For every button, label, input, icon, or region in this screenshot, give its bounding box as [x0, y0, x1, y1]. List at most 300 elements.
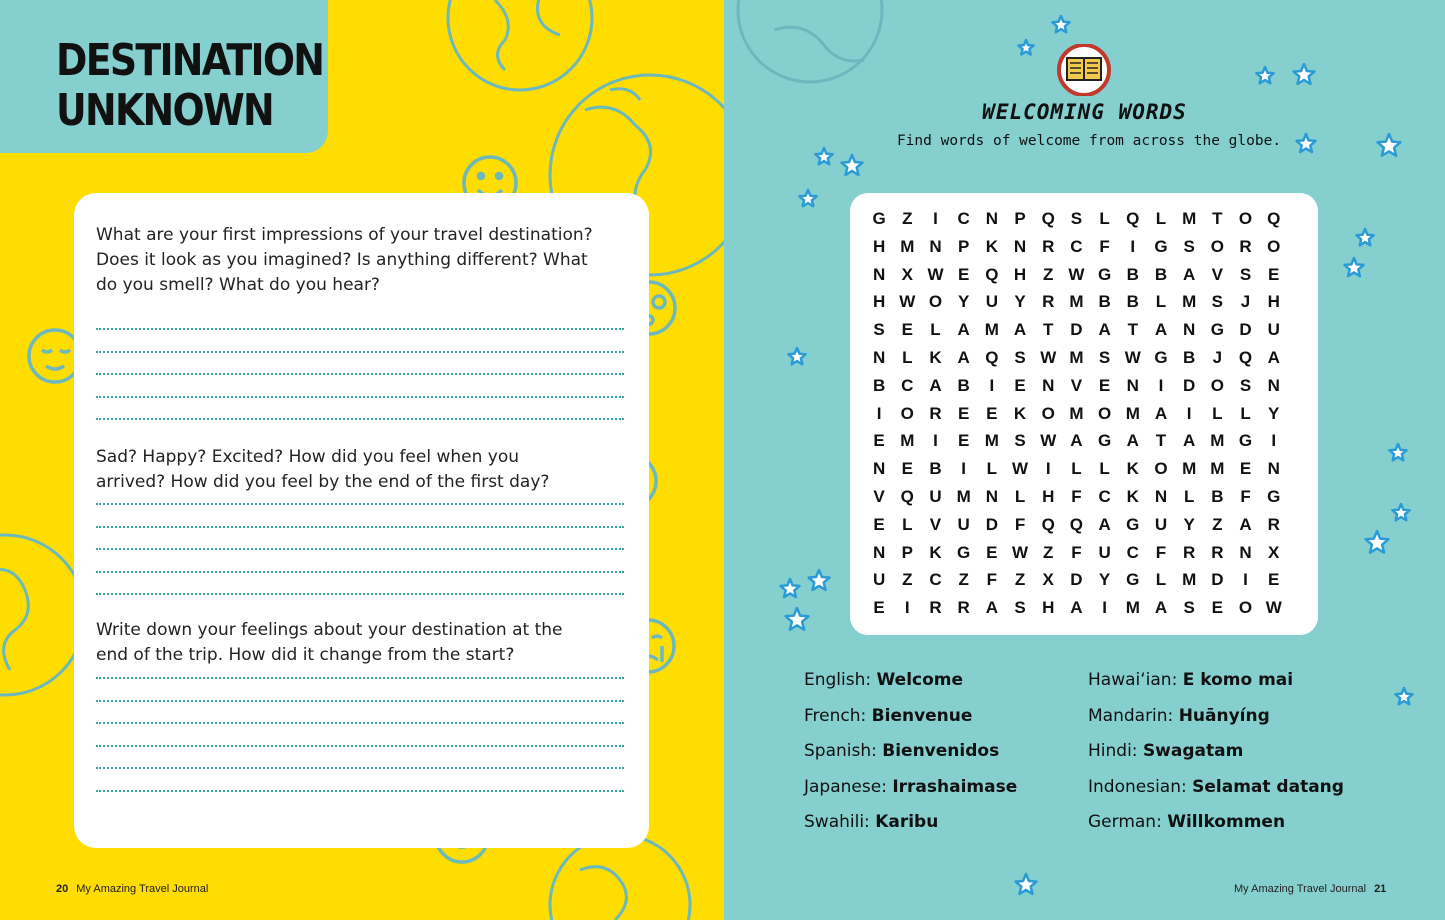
grid-cell[interactable]: I — [1271, 431, 1277, 451]
grid-cell[interactable]: C — [1126, 542, 1139, 562]
language-label: Spanish: — [804, 741, 883, 762]
grid-cell[interactable]: R — [1239, 236, 1252, 256]
footer-text: My Amazing Travel Journal — [76, 883, 209, 895]
star-icon — [788, 348, 805, 364]
grid-cell[interactable]: I — [989, 375, 995, 395]
grid-cell[interactable]: U — [1154, 514, 1168, 534]
welcome-word: Irrashaimase — [892, 776, 1018, 797]
grid-cell[interactable]: N — [1267, 459, 1280, 479]
word-list-item — [804, 773, 1017, 809]
grid-cell[interactable]: C — [929, 570, 942, 590]
grid-cell[interactable]: A — [1013, 320, 1027, 340]
grid-cell[interactable]: C — [1098, 486, 1111, 506]
grid-cell[interactable]: Y — [1268, 403, 1280, 423]
grid-cell[interactable]: R — [1267, 514, 1280, 534]
welcome-word: Willkommen — [1167, 812, 1286, 833]
grid-cell[interactable]: B — [1211, 486, 1224, 506]
grid-cell[interactable]: N — [929, 236, 942, 256]
star-icon — [799, 190, 816, 206]
grid-cell[interactable]: Q — [1041, 514, 1055, 534]
grid-cell[interactable]: R — [957, 598, 970, 618]
globe-icon — [0, 535, 85, 695]
grid-cell[interactable]: G — [1210, 320, 1224, 340]
language-label: Hawaiʻian: — [1088, 670, 1183, 690]
grid-cell[interactable]: G — [1154, 347, 1168, 367]
grid-cell[interactable]: N — [1042, 375, 1055, 395]
star-icon — [815, 148, 832, 164]
grid-cell[interactable]: K — [929, 347, 942, 367]
grid-cell[interactable]: I — [1130, 236, 1136, 256]
grid-cell[interactable]: I — [1186, 403, 1192, 423]
grid-cell[interactable]: E — [986, 542, 998, 562]
globe-icon — [448, 0, 592, 90]
grid-cell[interactable]: E — [901, 459, 913, 479]
grid-cell[interactable]: Q — [985, 264, 999, 284]
grid-cell[interactable]: I — [876, 403, 882, 423]
grid-cell[interactable]: Z — [1212, 514, 1223, 534]
grid-cell[interactable]: Q — [985, 347, 999, 367]
star-icon — [1356, 229, 1373, 245]
grid-cell[interactable]: E — [1211, 598, 1224, 618]
grid-cell[interactable]: I — [1102, 598, 1107, 618]
grid-cell[interactable]: K — [1126, 486, 1139, 506]
star-icon — [1366, 531, 1389, 553]
grid-cell[interactable]: M — [956, 486, 971, 506]
grid-cell[interactable]: U — [1098, 542, 1111, 562]
grid-cell[interactable]: Y — [957, 292, 970, 312]
grid-cell[interactable]: H — [872, 236, 886, 256]
grid-cell[interactable]: F — [1240, 486, 1251, 506]
grid-cell[interactable]: G — [957, 542, 971, 562]
grid-cell[interactable]: D — [1239, 320, 1252, 340]
grid-cell[interactable]: A — [985, 598, 998, 618]
grid-cell[interactable]: M — [984, 431, 999, 451]
grid-cell[interactable]: B — [872, 375, 886, 395]
grid-cell[interactable]: Z — [902, 570, 913, 590]
word-list-item — [1088, 666, 1344, 702]
welcome-word: E komo mai — [1182, 670, 1294, 690]
grid-cell[interactable]: O — [1210, 236, 1224, 256]
grid-cell[interactable]: D — [985, 514, 998, 534]
grid-cell[interactable]: W — [927, 264, 944, 284]
grid-cell[interactable]: A — [1126, 431, 1139, 451]
word-search-card — [850, 193, 1318, 635]
grid-cell[interactable]: I — [1158, 375, 1164, 395]
grid-cell[interactable]: I — [904, 598, 910, 618]
grid-cell[interactable]: B — [1126, 292, 1139, 312]
grid-cell[interactable]: A — [1154, 598, 1168, 618]
grid-cell[interactable]: M — [1210, 459, 1225, 479]
welcome-word: Bienvenidos — [882, 741, 1000, 762]
grid-cell[interactable]: S — [873, 320, 885, 340]
welcome-word: Welcome — [876, 670, 964, 690]
word-list-item — [804, 737, 1017, 773]
grid-cell[interactable]: A — [1267, 347, 1280, 367]
grid-cell[interactable]: L — [1071, 459, 1082, 479]
grid-cell[interactable]: U — [957, 514, 970, 534]
grid-cell[interactable]: S — [1239, 375, 1252, 395]
grid-cell[interactable]: A — [1098, 514, 1111, 534]
grid-cell[interactable]: I — [933, 209, 938, 228]
grid-cell[interactable]: O — [1097, 403, 1112, 423]
grid-cell[interactable]: L — [930, 320, 941, 340]
grid-cell[interactable]: G — [1267, 486, 1281, 506]
journal-card — [74, 193, 649, 848]
grid-cell[interactable]: V — [1070, 375, 1083, 395]
grid-cell[interactable]: G — [1097, 264, 1112, 284]
grid-cell[interactable]: S — [1211, 292, 1224, 312]
grid-cell[interactable]: Z — [1043, 264, 1054, 284]
grid-cell[interactable]: J — [1212, 347, 1223, 367]
grid-cell[interactable]: V — [1211, 264, 1224, 284]
grid-cell[interactable]: H — [1013, 264, 1027, 284]
language-label: Indonesian: — [1088, 776, 1193, 797]
grid-cell[interactable]: X — [901, 264, 913, 284]
grid-cell[interactable]: L — [1240, 403, 1251, 423]
grid-cell[interactable]: A — [957, 320, 970, 340]
book-icon — [1055, 44, 1113, 96]
grid-cell[interactable]: M — [1069, 347, 1084, 367]
question-3: Write down your feelings about your destination at the end of the trip. How did it change from the start? — [96, 620, 563, 665]
welcome-word: Swagatam — [1142, 741, 1244, 762]
grid-cell[interactable]: D — [1070, 320, 1083, 340]
grid-cell[interactable]: W — [1012, 459, 1029, 479]
grid-cell[interactable]: Q — [1238, 347, 1253, 367]
grid-cell[interactable]: N — [872, 459, 886, 479]
grid-cell[interactable]: N — [1267, 375, 1280, 395]
grid-cell[interactable]: W — [1068, 264, 1085, 284]
grid-cell[interactable]: N — [1239, 542, 1252, 562]
grid-cell[interactable]: L — [986, 459, 998, 479]
grid-cell[interactable]: L — [902, 347, 913, 367]
star-icon — [1345, 258, 1364, 276]
grid-cell[interactable]: U — [872, 570, 886, 590]
grid-cell[interactable]: Q — [1126, 209, 1140, 228]
grid-cell[interactable]: N — [985, 209, 998, 228]
grid-cell[interactable]: G — [872, 209, 886, 228]
grid-cell[interactable]: W — [1012, 542, 1029, 562]
grid-cell[interactable]: A — [1070, 431, 1083, 451]
grid-cell[interactable]: E — [957, 264, 970, 284]
grid-cell[interactable]: O — [928, 292, 943, 312]
grid-cell[interactable]: I — [961, 459, 967, 479]
grid-cell[interactable]: L — [1155, 570, 1167, 590]
title-line-2: UNKNOWN — [56, 85, 273, 136]
grid-cell[interactable]: N — [1126, 375, 1139, 395]
grid-cell[interactable]: S — [1183, 598, 1195, 618]
star-icon — [1395, 688, 1412, 704]
grid-cell[interactable]: R — [1042, 236, 1055, 256]
grid-cell[interactable]: M — [984, 320, 999, 340]
welcome-word: Huānyíng — [1178, 705, 1270, 726]
word-list-left — [804, 666, 1017, 844]
grid-cell[interactable]: M — [1069, 292, 1084, 312]
star-icon — [1294, 64, 1315, 84]
grid-cell[interactable]: E — [901, 320, 913, 340]
grid-cell[interactable]: A — [1070, 598, 1083, 618]
grid-cell[interactable]: A — [1098, 320, 1111, 340]
word-list-item — [1088, 737, 1344, 773]
grid-cell[interactable]: A — [929, 375, 942, 395]
grid-cell[interactable]: Z — [1014, 570, 1026, 590]
grid-cell[interactable]: O — [1267, 236, 1281, 256]
grid-cell[interactable]: G — [1154, 236, 1168, 256]
grid-cell[interactable]: M — [900, 431, 915, 451]
grid-cell[interactable]: K — [1126, 459, 1139, 479]
grid-cell[interactable]: M — [1182, 459, 1197, 479]
word-search-grid[interactable] — [865, 205, 1288, 622]
grid-cell[interactable]: E — [957, 431, 970, 451]
grid-cell[interactable]: D — [1070, 570, 1083, 590]
grid-cell[interactable]: E — [873, 431, 885, 451]
grid-cell[interactable]: W — [1040, 431, 1057, 451]
grid-cell[interactable]: R — [1211, 542, 1224, 562]
star-icon — [1018, 40, 1033, 55]
star-icon — [842, 155, 863, 175]
grid-cell[interactable]: S — [1014, 431, 1026, 451]
grid-cell[interactable]: A — [1154, 320, 1168, 340]
language-label: Mandarin: — [1088, 705, 1179, 726]
grid-cell[interactable]: Q — [1041, 209, 1055, 228]
language-label: English: — [804, 670, 877, 690]
grid-cell[interactable]: G — [1097, 431, 1112, 451]
grid-cell[interactable]: O — [1238, 209, 1253, 228]
grid-cell[interactable]: O — [1238, 598, 1253, 618]
grid-cell[interactable]: H — [1042, 486, 1055, 506]
grid-cell[interactable]: M — [1125, 403, 1140, 423]
grid-cell[interactable]: K — [929, 542, 942, 562]
grid-cell[interactable]: M — [900, 236, 915, 256]
question-2: Sad? Happy? Excited? How did you feel when you arrived? How did you feel by the end of the first day? — [96, 447, 550, 492]
grid-cell[interactable]: U — [929, 486, 942, 506]
language-label: German: — [1088, 812, 1168, 833]
grid-cell[interactable]: L — [1155, 292, 1167, 312]
grid-cell[interactable]: K — [985, 236, 998, 256]
grid-cell[interactable]: W — [899, 292, 916, 312]
grid-cell[interactable]: I — [1243, 570, 1248, 590]
grid-cell[interactable]: A — [1183, 264, 1196, 284]
star-icon — [781, 579, 800, 597]
grid-cell[interactable]: G — [1126, 570, 1140, 590]
grid-cell[interactable]: F — [1099, 236, 1110, 256]
grid-cell[interactable]: M — [1210, 431, 1225, 451]
grid-cell[interactable]: B — [929, 459, 942, 479]
grid-cell[interactable]: L — [1014, 486, 1026, 506]
grid-cell[interactable]: F — [1155, 542, 1167, 562]
grid-cell[interactable]: Q — [900, 486, 914, 506]
grid-cell[interactable]: M — [1182, 570, 1197, 590]
grid-cell[interactable]: F — [1071, 542, 1082, 562]
grid-cell[interactable]: E — [986, 403, 998, 423]
grid-cell[interactable]: H — [872, 292, 886, 312]
grid-cell[interactable]: Y — [1183, 514, 1195, 534]
grid-cell[interactable]: F — [986, 570, 998, 590]
grid-cell[interactable]: T — [1212, 209, 1223, 228]
grid-cell[interactable]: O — [900, 403, 914, 423]
grid-cell[interactable]: A — [1183, 431, 1196, 451]
grid-cell[interactable]: Z — [958, 570, 969, 590]
writing-lines-2[interactable] — [96, 503, 624, 616]
grid-cell[interactable]: R — [1042, 292, 1055, 312]
word-list-right — [1088, 666, 1344, 844]
grid-cell[interactable]: U — [985, 292, 998, 312]
grid-cell[interactable]: P — [1014, 209, 1026, 228]
grid-cell[interactable]: X — [1268, 542, 1280, 562]
right-footer — [1234, 883, 1394, 895]
grid-cell[interactable]: F — [1014, 514, 1026, 534]
grid-cell[interactable]: A — [957, 347, 970, 367]
language-label: Hindi: — [1088, 741, 1143, 762]
grid-cell[interactable]: T — [1155, 431, 1167, 451]
grid-cell[interactable]: Q — [1267, 209, 1281, 228]
grid-cell[interactable]: N — [1183, 320, 1196, 340]
word-list-item — [804, 666, 1017, 702]
grid-cell[interactable]: S — [1239, 264, 1252, 284]
grid-cell[interactable]: S — [1098, 347, 1111, 367]
grid-cell[interactable]: M — [1182, 209, 1197, 228]
grid-cell[interactable]: M — [1182, 292, 1197, 312]
grid-cell[interactable]: Y — [1014, 292, 1026, 312]
title-tab — [0, 0, 328, 153]
grid-cell[interactable]: I — [933, 431, 938, 451]
welcome-word: Selamat datang — [1192, 776, 1344, 797]
grid-cell[interactable]: J — [1240, 292, 1251, 312]
grid-cell[interactable]: C — [1070, 236, 1083, 256]
star-icon — [1052, 16, 1069, 32]
grid-cell[interactable]: Q — [1069, 514, 1084, 534]
grid-cell[interactable]: P — [901, 542, 913, 562]
grid-cell[interactable]: B — [1154, 264, 1168, 284]
grid-cell[interactable]: I — [1045, 459, 1051, 479]
grid-cell[interactable]: N — [985, 486, 998, 506]
star-icon — [1392, 504, 1409, 520]
language-label: French: — [804, 705, 872, 726]
welcome-word: Karibu — [875, 812, 939, 833]
grid-cell[interactable]: B — [1126, 264, 1139, 284]
grid-cell[interactable]: D — [1211, 570, 1224, 590]
grid-cell[interactable]: L — [1212, 403, 1223, 423]
star-icon — [786, 608, 809, 630]
grid-cell[interactable]: Z — [1043, 542, 1054, 562]
grid-cell[interactable]: R — [929, 403, 942, 423]
page-number: 21 — [1374, 883, 1387, 895]
grid-cell[interactable]: L — [902, 514, 913, 534]
grid-cell[interactable]: O — [1041, 403, 1055, 423]
grid-cell[interactable]: Z — [902, 209, 913, 228]
grid-cell[interactable]: O — [1154, 459, 1168, 479]
left-footer — [56, 883, 208, 895]
grid-cell[interactable]: A — [1154, 403, 1168, 423]
grid-cell[interactable]: K — [1013, 403, 1027, 423]
grid-cell[interactable]: E — [1098, 375, 1111, 395]
word-list-item — [804, 702, 1017, 738]
grid-cell[interactable]: N — [872, 264, 886, 284]
grid-cell[interactable]: H — [1267, 292, 1280, 312]
grid-cell[interactable]: E — [1239, 459, 1252, 479]
title-line-1: DESTINATION — [56, 35, 324, 86]
grid-cell[interactable]: N — [1013, 236, 1027, 256]
grid-cell[interactable]: E — [873, 514, 885, 534]
grid-cell[interactable]: C — [957, 209, 970, 228]
grid-cell[interactable]: S — [1070, 209, 1083, 228]
grid-cell[interactable]: V — [929, 514, 942, 534]
grid-cell[interactable]: L — [1183, 486, 1195, 506]
question-1: What are your first impressions of your travel destination? Does it look as you imagined? Is anything different? What do you smell? What do you hear? — [96, 225, 593, 295]
grid-cell[interactable]: E — [1268, 264, 1280, 284]
grid-cell[interactable]: A — [1239, 514, 1252, 534]
grid-cell[interactable]: S — [1183, 236, 1195, 256]
grid-cell[interactable]: B — [1098, 292, 1111, 312]
grid-cell[interactable]: P — [957, 236, 970, 256]
grid-cell[interactable]: D — [1183, 375, 1196, 395]
grid-cell[interactable]: W — [1124, 347, 1141, 367]
grid-cell[interactable]: G — [1126, 514, 1140, 534]
footer-text: My Amazing Travel Journal — [1234, 883, 1367, 895]
grid-cell[interactable]: N — [872, 542, 886, 562]
star-icon — [809, 570, 830, 590]
grid-cell[interactable]: R — [929, 598, 942, 618]
grid-cell[interactable]: N — [1154, 486, 1168, 506]
grid-cell[interactable]: E — [1268, 570, 1280, 590]
grid-cell[interactable]: F — [1071, 486, 1082, 506]
grid-cell[interactable]: B — [957, 375, 970, 395]
grid-cell[interactable]: R — [1183, 542, 1196, 562]
grid-cell[interactable]: N — [872, 347, 886, 367]
grid-cell[interactable]: S — [1014, 347, 1026, 367]
grid-cell[interactable]: T — [1127, 320, 1138, 340]
writing-lines-3[interactable] — [96, 677, 624, 812]
grid-cell[interactable]: O — [1210, 375, 1224, 395]
grid-cell[interactable]: S — [1014, 598, 1026, 618]
grid-cell[interactable]: W — [1040, 347, 1057, 367]
puzzle-title: WELCOMING WORDS — [982, 100, 1187, 124]
word-list-item — [1088, 702, 1344, 738]
right-page — [724, 0, 1445, 920]
grid-cell[interactable]: U — [1267, 320, 1280, 340]
grid-cell[interactable]: C — [901, 375, 914, 395]
word-list-item — [1088, 773, 1344, 809]
grid-cell[interactable]: L — [1099, 209, 1110, 228]
welcome-word: Bienvenue — [871, 705, 973, 726]
writing-lines-1[interactable] — [96, 328, 624, 441]
grid-cell[interactable]: E — [873, 598, 885, 618]
grid-cell[interactable]: L — [1099, 459, 1110, 479]
grid-cell[interactable]: E — [1014, 375, 1026, 395]
grid-cell[interactable]: M — [1125, 598, 1140, 618]
star-icon — [1389, 444, 1406, 460]
puzzle-subtitle: Find words of welcome from across the globe. — [896, 133, 1282, 149]
grid-cell[interactable]: L — [1155, 209, 1167, 228]
grid-cell[interactable]: B — [1183, 347, 1196, 367]
grid-cell[interactable]: M — [1069, 403, 1084, 423]
grid-cell[interactable]: X — [1042, 570, 1054, 590]
page-title — [56, 36, 323, 136]
grid-cell[interactable]: T — [1043, 320, 1054, 340]
star-icon — [1256, 67, 1273, 83]
language-label: Japanese: — [804, 776, 893, 797]
star-icon — [1016, 874, 1037, 894]
grid-cell[interactable]: E — [957, 403, 970, 423]
word-list-item — [804, 808, 1017, 844]
word-list-item — [1088, 808, 1344, 844]
grid-cell[interactable]: H — [1042, 598, 1055, 618]
grid-cell[interactable]: Y — [1098, 570, 1111, 590]
language-label: Swahili: — [804, 812, 876, 833]
grid-cell[interactable]: W — [1265, 598, 1282, 618]
page-number: 20 — [56, 883, 69, 895]
grid-cell[interactable]: V — [873, 486, 885, 506]
grid-cell[interactable]: G — [1238, 431, 1253, 451]
